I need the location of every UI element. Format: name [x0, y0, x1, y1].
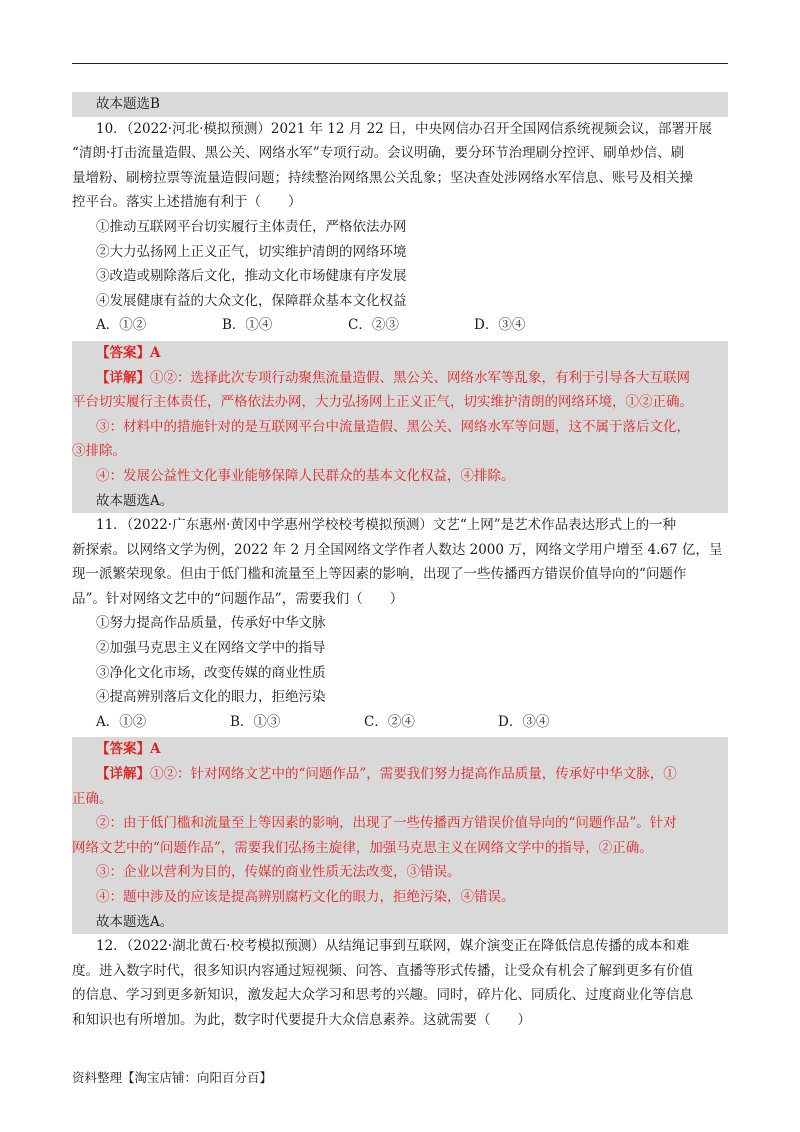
answer-label: 【答案】 [96, 344, 150, 361]
question-stem-line: 和知识也有所增加。为此，数字时代要提升大众信息素养。这就需要（ ） [72, 1011, 531, 1028]
answer-value: A [150, 741, 161, 758]
detail-line: 平台切实履行主体责任，严格依法办网，大力弘扬网上正义正气，切实维护清朗的网络环境，①②正确。 [72, 390, 728, 415]
detail-line: ②：由于低门槛和流量至上等因素的影响，出现了一些传播西方错误价值导向的“问题作品”。针对 [72, 811, 728, 836]
statement-item: ④发展健康有益的大众文化，保障群众基本文化权益 [96, 292, 407, 309]
conclusion-line: 故本题选A。 [72, 910, 728, 935]
statement-item: ③净化文化市场，改变传媒的商业性质 [96, 664, 326, 681]
detail-line: ③排除。 [72, 439, 728, 464]
answer-options [72, 710, 728, 735]
option-b: B．①④ [222, 317, 273, 334]
detail-line [72, 366, 728, 391]
question-10 [72, 117, 728, 514]
option-c: C．②④ [364, 713, 415, 730]
conclusion-line: 故本题选A。 [72, 489, 728, 514]
solution-block [72, 341, 728, 513]
question-11 [72, 513, 728, 934]
option-a: A．①② [96, 317, 147, 334]
answer-options [72, 313, 728, 338]
statement-item: ②加强马克思主义在网络文学中的指导 [96, 640, 326, 657]
statement-item: ①努力提高作品质量，传承好中华文脉 [96, 615, 326, 632]
question-stem-line: 现一派繁荣现象。但由于低门槛和流量至上等因素的影响，出现了一些传播西方错误价值导向的“问题作 [72, 566, 687, 583]
question-12 [72, 934, 728, 1032]
option-d: D．③④ [498, 713, 550, 730]
answer-label: 【答案】 [96, 741, 150, 758]
answer-line [72, 737, 728, 762]
solution-block [72, 737, 728, 934]
detail-line: ③：企业以营利为目的，传媒的商业性质无法改变，③错误。 [72, 860, 728, 885]
detail-line: ④：发展公益性文化事业能够保障人民群众的基本文化权益，④排除。 [72, 464, 728, 489]
option-d: D．③④ [474, 317, 526, 334]
option-a: A．①② [96, 713, 147, 730]
detail-line: ③：材料中的措施针对的是互联网平台中流量造假、黑公关、网络水军等问题，这不属于落后文化， [72, 415, 728, 440]
option-b: B．①③ [230, 713, 281, 730]
question-stem-line: 12．（2022·湖北黄石·校考模拟预测）从结绳记事到互联网，媒介演变正在降低信息传播的成本和难 [96, 938, 690, 955]
option-c: C．②③ [348, 317, 399, 334]
answer-line [72, 341, 728, 366]
statement-item: ④提高辨别落后文化的眼力，拒绝污染 [96, 689, 326, 706]
question-stem-line: 品”。针对网络文艺中的“问题作品”，需要我们（ ） [72, 590, 404, 607]
detail-line: 网络文艺中的“问题作品”，需要我们弘扬主旋律，加强马克思主义在网络文学中的指导，②正确。 [72, 836, 728, 861]
question-stem-line: 新探索。以网络文学为例，2022 年 2 月全国网络文学作者人数达 2000 万，网络文学用户增至 4.67 亿，呈 [72, 541, 723, 558]
header-rule [72, 63, 728, 64]
statement-item: ①推动互联网平台切实履行主体责任，严格依法办网 [96, 218, 407, 235]
detail-text: ①②：选择此次专项行动聚焦流量造假、黑公关、网络水军等乱象，有利于引导各大互联网 [150, 369, 690, 386]
statement-item: ③改造或剔除落后文化，推动文化市场健康有序发展 [96, 268, 407, 285]
answer-value: A [150, 344, 161, 361]
question-stem-line: 的信息、学习到更多新知识，激发起大众学习和思考的兴趣。同时，碎片化、同质化、过度商业化等信息 [72, 987, 693, 1004]
detail-line: 正确。 [72, 787, 728, 812]
detail-line [72, 762, 728, 787]
question-stem-line: 量增粉、刷榜拉票等流量造假问题；持续整治网络黑公关乱象；坚决查处涉网络水军信息、账号及相关操 [72, 169, 693, 186]
question-stem-line: “清朗·打击流量造假、黑公关、网络水军”专项行动。会议明确，要分环节治理刷分控评、刷单炒信、刷 [72, 145, 685, 162]
question-stem-line: 控平台。落实上述措施有利于（ ） [72, 194, 302, 211]
question-stem-line: 10．（2022·河北·模拟预测）2021 年 12 月 22 日，中央网信办召开全国网信系统视频会议，部署开展 [96, 120, 713, 137]
detail-line: ④：题中涉及的应该是提高辨别腐朽文化的眼力，拒绝污染，④错误。 [72, 885, 728, 910]
document-page [72, 92, 728, 1033]
detail-label: 【详解】 [96, 369, 150, 386]
question-stem-line: 度。进入数字时代，很多知识内容通过短视频、问答、直播等形式传播，让受众有机会了解到更多有价值 [72, 962, 693, 979]
page-footer: 资料整理【淘宝店铺：向阳百分百】 [72, 1070, 273, 1085]
detail-text: ①②：针对网络文艺中的“问题作品”，需要我们努力提高作品质量，传承好中华文脉，① [150, 766, 677, 783]
prev-conclusion: 故本题选B [72, 92, 728, 117]
statement-item: ②大力弘扬网上正义正气，切实维护清朗的网络环境 [96, 243, 407, 260]
detail-label: 【详解】 [96, 766, 150, 783]
question-stem-line: 11．（2022·广东惠州·黄冈中学惠州学校校考模拟预测）文艺“上网”是艺术作品表达形式上的一种 [96, 517, 677, 534]
